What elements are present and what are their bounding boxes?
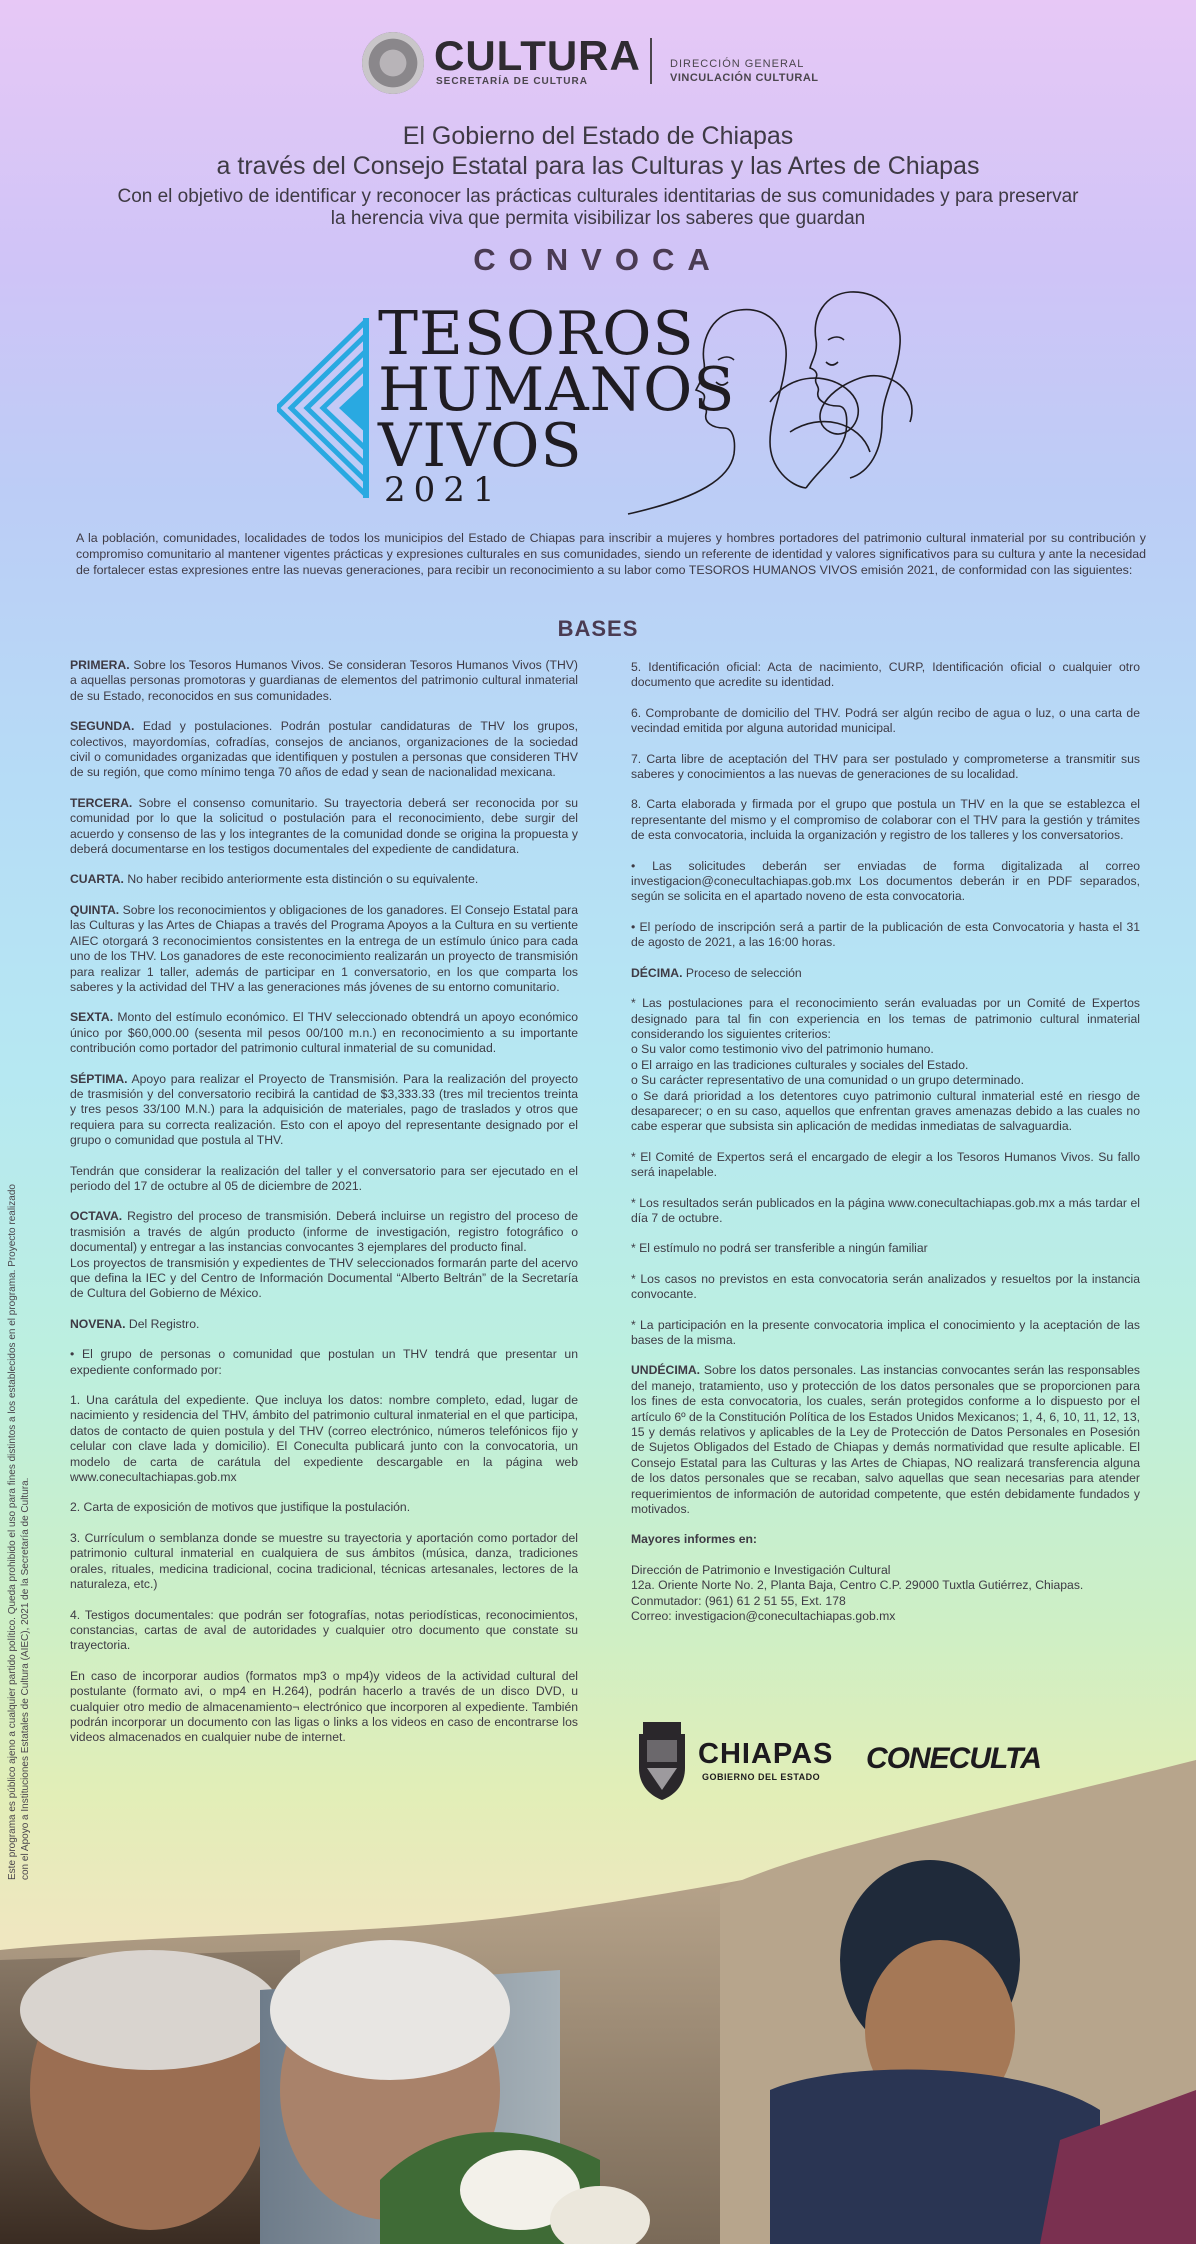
header-dept-line2: VINCULACIÓN CULTURAL xyxy=(670,72,819,84)
base-primera: PRIMERA. Sobre los Tesoros Humanos Vivos. Se consideran Tesoros Humanos Vivos (THV) a aquellas personas promotoras y guardianas de elementos del patrimonio cultural inmaterial de su Estado, reconocidos en sus comunidades. xyxy=(70,658,578,703)
base-octava: OCTAVA. Registro del proceso de transmisión. Deberá incluirse un registro del proceso de trasmisión a través de algún producto (informe de investigación, registro fotográfico o documental) y entregar a las instancias convocantes 3 ejemplares del producto final. Los proyectos de transmisión y expedientes de THV seleccionados formarán parte del acervo que defina la IEC y del Centro de Información Documental “Alberto Beltrán” de la Secretaría de Cultura del Gobierno de México. xyxy=(70,1209,578,1301)
header-divider xyxy=(650,38,652,84)
base-tercera: TERCERA. Sobre el consenso comunitario. Su trayectoria deberá ser reconocida por su comunidad por lo que la solicitud o postulación para el reconocimiento, debe surgir del acuerdo y consenso de las y los integrantes de la comunidad donde se origina la propuesta y deberá documentarse en los testigos documentales del expediente de candidatura. xyxy=(70,795,578,857)
requirement-5: 5. Identificación oficial: Acta de nacimiento, CURP, Identificación oficial o cualquier otro documento que acredite su identidad. xyxy=(631,660,1140,690)
faces-drawing xyxy=(620,282,940,522)
diamond-icon xyxy=(277,318,369,498)
title-line-1: TESOROS xyxy=(378,299,695,369)
requirement-6: 6. Comprobante de domicilio del THV. Podrá ser algún recibo de agua o luz, o una carta de vecindad emitida por alguna autoridad municipal. xyxy=(631,705,1140,736)
chiapas-logo-text: CHIAPAS xyxy=(698,1738,834,1770)
selection-criteria: * Las postulaciones para el reconocimiento serán evaluadas por un Comité de Expertos designado para tal fin con experiencia en los temas de patrimonio cultural inmaterial considerando los siguientes criterios: o Su valor como testimonio vivo del patrimonio humano. o El arraigo en las tradiciones culturales y sociales del Estado. o Su carácter representativo de una comunidad o un grupo determinado. o Se dará prioridad a los detentores cuyo patrimonio cultural inmaterial esté en riesgo de desaparecer; o en su caso, aquellos que enfrentan graves amenazas debido a las cuales no cabe esperar que subsista sin aplicación de medidas inmediatas de salvaguardia. xyxy=(631,996,1140,1134)
chiapas-logo-subtitle: GOBIERNO DEL ESTADO xyxy=(702,1772,821,1782)
requirement-3: 3. Currículum o semblanza donde se muestre su trayectoria y aportación como portador del patrimonio cultural inmaterial en cualquiera de sus ámbitos (música, danza, tradiciones orales, rituales, medicina tradicional, cocina tradicional, técnicas artesanales, lectores de la naturaleza, etc.) xyxy=(70,1530,578,1592)
council-line: a través del Consejo Estatal para las Culturas y las Artes de Chiapas xyxy=(216,152,980,180)
contact-info: Dirección de Patrimonio e Investigación Cultural 12a. Oriente Norte No. 2, Planta Baja, Centro C.P. 29000 Tuxtla Gutiérrez, Chiapas. Conmutador: (961) 61 2 51 55, Ext. 178 Correo: investigacion@conecultachiapas.gob.mx xyxy=(631,1562,1084,1624)
novena-intro: • El grupo de personas o comunidad que postulan un THV tendrá que presentar un expediente conformado por: xyxy=(70,1347,578,1377)
base-septima-period: Tendrán que considerar la realización del taller y el conversatorio para ser ejecutado en el periodo del 17 de octubre al 05 de diciembre de 2021. xyxy=(70,1163,578,1193)
bases-right-column xyxy=(631,660,1140,1640)
brand-subtitle: SECRETARÍA DE CULTURA xyxy=(436,76,588,87)
objective-line-2: la herencia viva que permita visibilizar los saberes que guardan xyxy=(330,208,866,229)
requirement-2: 2. Carta de exposición de motivos que justifique la postulación. xyxy=(70,1500,411,1515)
brand-title: CULTURA xyxy=(434,32,641,79)
requirement-4-media: En caso de incorporar audios (formatos mp3 o mp4)y videos de la actividad cultural del postulante (formato avi, o mp4 en H.264), podrán hacerlo a través de un disco DVD, u cualquier otro medio de almacenamiento¬ electrónico que incorporen al expediente. También podrán incorporar un documento con las ligas o links a los videos en caso de encontrarse los videos almacenados en cualquier nube de internet. xyxy=(70,1668,578,1745)
base-decima: DÉCIMA. Proceso de selección xyxy=(631,965,802,980)
elders-photo-collage xyxy=(0,1760,1196,2244)
government-line: El Gobierno del Estado de Chiapas xyxy=(402,122,794,150)
lead-paragraph: A la población, comunidades, localidades de todos los municipios del Estado de Chiapas para inscribir a mujeres y hombres portadores del patrimonio cultural inmaterial por su contribución y compromiso comunitario al mantener vigentes prácticas y expresiones culturales en sus comunidades, siendo un referente de identidad y valores significativos para su cultura y ante la necesidad de fortalecer estas expresiones entre las nuevas generaciones, para recibir un reconocimiento a su labor como TESOROS HUMANOS VIVOS emisión 2021, de conformidad con las siguientes: xyxy=(76,531,1146,577)
submission-note: • Las solicitudes deberán ser enviadas de forma digitalizada al correo investigacion@conecultachiapas.gob.mx Los documentos deberán ir en PDF separados, según se solicita en el apartado noveno de esta convocatoria. xyxy=(631,858,1140,904)
title-line-3: VIVOS xyxy=(378,411,583,481)
base-septima: SÉPTIMA. Apoyo para realizar el Proyecto de Transmisión. Para la realización del proyecto de trasmisión y del conversatorio recibirá la cantidad de $3,333.33 (tres mil trecientos treinta y tres pesos 33/100 M.N.) para la adquisición de materiales, pago de traslados y otros que requiera para su correcta realización. Esto con el apoyo del representante designado por el grupo o comunidad que postula al THV. xyxy=(70,1071,578,1148)
note-cases: * Los casos no previstos en esta convocatoria serán analizados y resueltos por la instancia convocante. xyxy=(631,1271,1140,1302)
base-sexta: SEXTA. Monto del estímulo económico. El THV seleccionado obtendrá un apoyo económico único por $60,000.00 (sesenta mil pesos 00/100 m.n.) en reconocimiento a su importante contribución como portador del patrimonio cultural inmaterial de su comunidad. xyxy=(70,1010,578,1056)
convoca-heading: CONVOCA xyxy=(473,242,723,277)
base-novena: NOVENA. Del Registro. xyxy=(70,1316,200,1331)
registration-period: • El período de inscripción será a partir de la publicación de esta Convocatoria y hasta el 31 de agosto de 2021, a las 16:00 horas. xyxy=(631,919,1140,950)
note-committee: * El Comité de Expertos será el encargado de elegir a los Tesoros Humanos Vivos. Su fallo será inapelable. xyxy=(631,1149,1140,1180)
note-transfer: * El estímulo no podrá ser transferible a ningún familiar xyxy=(631,1241,928,1256)
requirement-8: 8. Carta elaborada y firmada por el grupo que postula un THV en la que se establezca el representante del mismo y el compromiso de colaborar con el THV para la gestión y trámites de esta convocatoria, incluida la organización y registro de los talleres y los conversatorios. xyxy=(631,797,1140,843)
legal-side-text: Este programa es público ajeno a cualquier partido político. Queda prohibido el uso para fines distintos a los establecidos en el programa. Proyecto realizado con el Apoyo a Instituciones Estatales de Cultura (AIEC), 2021 de la Secretaría de Cultura. xyxy=(7,1184,31,1880)
title-line-2: HUMANOS xyxy=(378,355,736,425)
header-dept-line1: DIRECCIÓN GENERAL xyxy=(670,58,805,70)
event-year: 2021 xyxy=(384,470,503,510)
base-quinta: QUINTA. Sobre los reconocimientos y obligaciones de los ganadores. El Consejo Estatal para las Culturas y las Artes de Chiapas a través del Programa Apoyos a la Cultura en su vertiente AIEC otorgará 3 reconocimientos consistentes en la entrega de un estímulo único para cada uno de los THV. Los ganadores de este reconocimiento realizarán un proyecto de transmisión para realizar 1 taller, además de participar en 1 conversatorio, en los que comparta los saberes y la actividad del THV a las generaciones más jóvenes de su entorno comunitario. xyxy=(70,902,578,994)
more-info-heading: Mayores informes en: xyxy=(631,1532,757,1547)
requirement-7: 7. Carta libre de aceptación del THV para ser postulado y comprometerse a transmitir sus saberes y conocimientos a las nuevas de generaciones de su localidad. xyxy=(631,751,1140,782)
note-results: * Los resultados serán publicados en la página www.conecultachiapas.gob.mx a más tardar el día 7 de octubre. xyxy=(631,1195,1140,1225)
bases-heading: BASES xyxy=(557,616,639,641)
base-cuarta: CUARTA. No haber recibido anteriormente esta distinción o su equivalente. xyxy=(70,872,479,887)
seal-icon xyxy=(362,32,424,94)
requirement-4: 4. Testigos documentales: que podrán ser fotografías, notas periodísticas, reconocimientos, constancias, cartas de aval de autoridades y cualquier otro documento que constate su trayectoria. xyxy=(70,1607,578,1653)
bases-left-column xyxy=(70,658,578,1761)
coneculta-logo: CONECULTA xyxy=(866,1742,1041,1775)
base-segunda: SEGUNDA. Edad y postulaciones. Podrán postular candidaturas de THV los grupos, colectivos, mayordomías, cofradías, consejos de ancianos, organizaciones de la sociedad civil o comunidades organizadas que identifiquen y postulen a personas que consideren THV de su región, que como mínimo tenga 70 años de edad y sean de nacionalidad mexicana. xyxy=(70,719,578,780)
header xyxy=(0,28,1196,98)
requirement-1: 1. Una carátula del expediente. Que incluya los datos: nombre completo, edad, lugar de nacimiento y residencia del THV, ámbito del patrimonio cultural inmaterial en el que participa, datos de contacto de quien postula y del THV (correo electrónico, números telefónicos fijo y celular con clave lada y domicilio). El Coneculta publicará junto con la convocatoria, un modelo de carta de carátula del expediente descargable en la página web www.conecultachiapas.gob.mx xyxy=(70,1393,578,1485)
note-acceptance: * La participación en la presente convocatoria implica el conocimiento y la aceptación de las bases de la misma. xyxy=(631,1317,1140,1347)
objective-line-1: Con el objetivo de identificar y reconocer las prácticas culturales identitarias de sus comunidades y para preservar xyxy=(117,186,1079,207)
base-undecima: UNDÉCIMA. Sobre los datos personales. Las instancias convocantes serán las responsables del manejo, tratamiento, uso y protección de los datos personales que se proporcionen para los fines de esta convocatoria, los cuales, serán protegidos conforme a lo dispuesto por el artículo 6º de la Constitución Política de los Estados Unidos Mexicanos; 1, 4, 6, 10, 11, 12, 13, 15 y demás relativos y aplicables de la Ley de Protección de Datos Personales en Posesión de Sujetos Obligados del Estado de Chiapas y demás normatividad que resulte aplicable. El Consejo Estatal para las Culturas y las Artes de Chiapas, NO realizará transferencia alguna de los datos personales que se recaban, salvo aquellas que sean necesarias para atender requerimientos de información de autoridad competente, que estén debidamente fundados y motivados. xyxy=(631,1363,1140,1517)
